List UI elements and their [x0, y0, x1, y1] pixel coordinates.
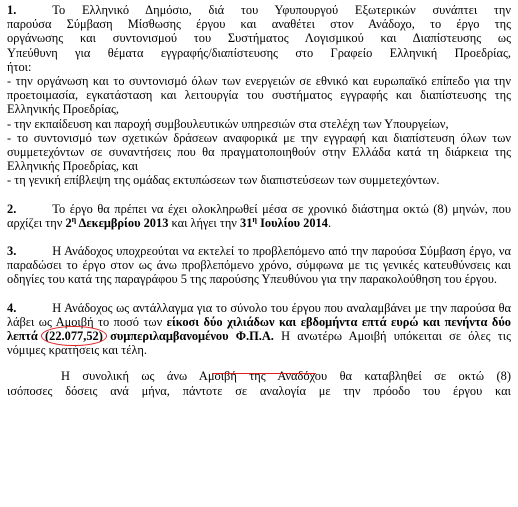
red-circle-annotation — [41, 326, 107, 346]
section-3 — [7, 244, 511, 287]
start-date: $2^\eta$ Δεκεμβρίου 2013 — [65, 214, 169, 230]
paragraph — [7, 301, 511, 358]
paragraph-line: παρούσα Σύμβαση Μίσθωσης έργου και αναθέτει στον Ανάδοχο, το έργο της — [7, 17, 511, 32]
section-number: 2. — [7, 201, 17, 216]
paragraph-text: Η Ανάδοχος υποχρεούται να εκτελεί το προβλεπόμενο από την παρούσα Σύμβαση έργο, να παραδώσει το έργο στον ως άνω προβλεπόμενο χρόνο, σύμφωνα με τις γενικές κατευθύνσεις και οδηγίες του κατά της παραγράφου 5 της παρούσης Υπευθύνου για την παρακολούθηση του έργου. — [7, 244, 511, 287]
end-date: $31^\eta$ Ιουλίου 2014 — [240, 214, 328, 230]
paragraph-line: Υπεύθυνη για θέματα εγγραφής/διαπίστευσης στο Γραφείο Ελληνική Προεδρίας, — [7, 45, 511, 60]
paragraph-line: οργάνωσης και συντονισμού του Συστήματος Λογισμικού και Διαπίστευσης ως — [7, 31, 511, 46]
paragraph-text: και λήγει την — [171, 215, 237, 230]
section-2 — [7, 202, 511, 230]
paragraph-line: ισόποσες δόσεις ανά μήνα, πάντοτε σε αναλογία με την πρόοδο του έργου και — [7, 383, 511, 398]
paragraph — [7, 244, 511, 287]
section-number: 4. — [7, 300, 17, 315]
paragraph-text: Η ανωτέρω Αμοιβή υπόκειται σε όλες τις νόμιμες κρατήσεις και τέλη. — [7, 329, 511, 358]
amount-figure: (22.077,52) — [45, 329, 103, 343]
section-number: 3. — [7, 244, 17, 259]
section-4 — [7, 301, 511, 358]
section-5 — [7, 369, 511, 397]
list-item: - την εκπαίδευση και παροχή συμβουλευτικών υπηρεσιών στα στελέχη των Υπουργείων, — [7, 116, 449, 131]
red-underline-annotation — [212, 373, 316, 374]
list-item: - το συντονισμό των σχετικών δράσεων αναφορικά με την εγγραφή και διαπίστευση όλων των συμμετεχόντων σε συναντήσεις που θα πραγματοποιηθούν στην Ελλάδα κατά τη διάρκεια της Ελληνικής Προεδρίας, και — [7, 130, 511, 174]
section-number: 1. — [7, 3, 17, 17]
list-item: - τη γενική επίβλεψη της ομάδας εκτυπώσεων των διαπιστεύσεων των συμμετεχόντων. — [7, 173, 440, 188]
paragraph-text: Η Ανάδοχος ως αντάλλαγμα για το σύνολο του έργου που αναλαμβάνει με την παρούσα θα λάβει ως Αμοιβή το ποσό των — [7, 300, 511, 329]
paragraph-line: Η συνολική ως άνω Αμοιβή της Αναδόχου θα καταβληθεί σε οκτώ (8) — [61, 369, 511, 384]
paragraph: 2. Το έργο θα πρέπει να έχει ολοκληρωθεί μέσα σε χρονικό διάστημα οκτώ (8) μηνών, που αρχίζει την $2^\eta$ Δεκεμβρίου 2013 και λήγει την $31^\eta$ Ιουλίου 2014. — [7, 201, 511, 230]
amount-in-words: είκοσι δύο χιλιάδων και εβδομήντα επτά ευρώ και πενήντα δύο λεπτά — [7, 314, 511, 344]
section-1-first-line — [7, 3, 511, 17]
amount-vat-note: συμπεριλαμβανομένου Φ.Π.Α. — [110, 329, 274, 344]
paragraph-text: Το Ελληνικό Δημόσιο, διά του Υφυπουργού Εξωτερικών συνάπτει την — [52, 3, 511, 17]
paragraph-line: ήτοι: — [7, 59, 32, 74]
list-item: - την οργάνωση και το συντονισμό όλων των ενεργειών σε εθνικό και ευρωπαϊκό επίπεδο για την προετοιμασία, εγκατάσταση και λειτουργία του συστήματος εγγραφής και διαπίστευσης της Ελληνικής Προεδρίας, — [7, 74, 511, 117]
paragraph-text: Το έργο θα πρέπει να έχει ολοκληρωθεί μέσα σε χρονικό διάστημα οκτώ (8) μηνών, που αρχίζει την — [7, 201, 511, 230]
section-1 — [7, 3, 511, 188]
